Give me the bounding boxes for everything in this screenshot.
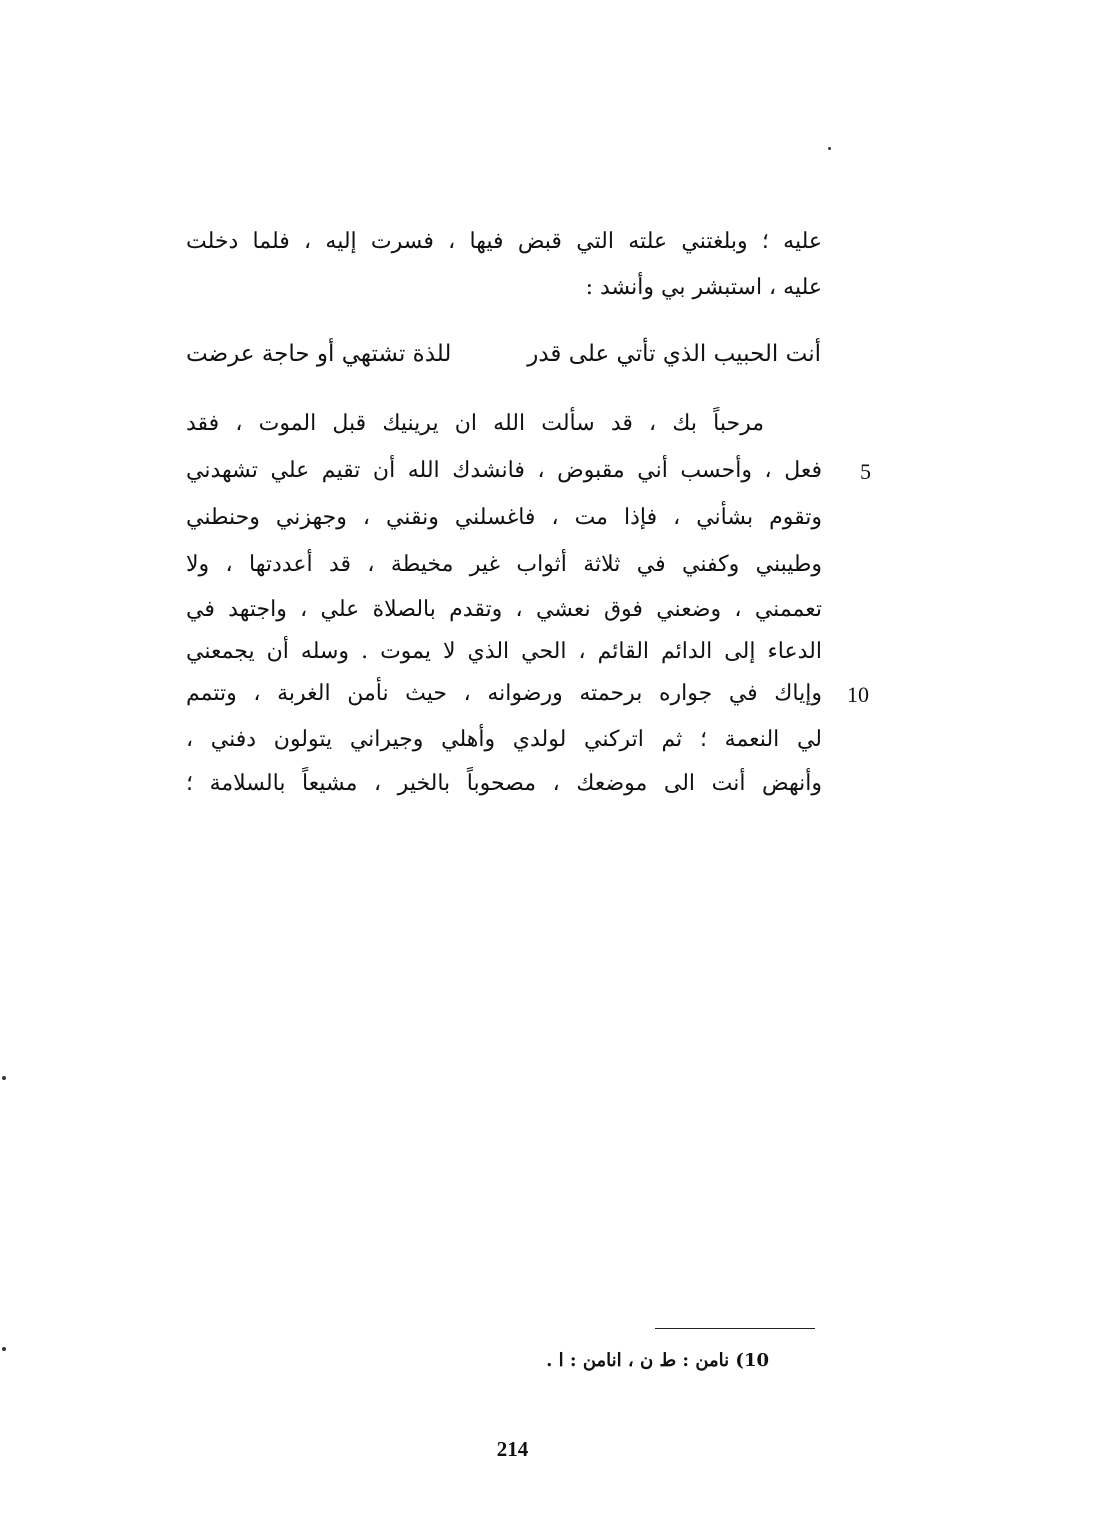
scan-speck xyxy=(2,1076,6,1080)
paragraph-line-2: فعل ، وأحسب أني مقبوض ، فانشدك الله أن تقيم علي تشهدني xyxy=(186,458,822,483)
footnote: 10) نامن : ط ن ، انامن : ا . xyxy=(546,1350,769,1371)
text-line-2: عليه ، استبشر بي وأنشد : xyxy=(585,275,822,300)
paragraph-line-4: وطيبني وكفني في ثلاثة أثواب غير مخيطة ، قد أعددتها ، ولا xyxy=(186,552,822,577)
scan-speck xyxy=(828,147,831,150)
paragraph-line-7: وإياك في جواره برحمته ورضوانه ، حيث نأمن الغربة ، وتتمم xyxy=(186,681,822,706)
paragraph-line-9: وأنهض أنت الى موضعك ، مصحوباً بالخير ، مشيعاً بالسلامة ؛ xyxy=(186,771,822,796)
text-line-1: عليه ؛ وبلغتني علته التي قبض فيها ، فسرت إليه ، فلما دخلت xyxy=(186,229,822,254)
margin-line-number-5: 5 xyxy=(860,459,871,484)
paragraph-line-5: تعممني ، وضعني فوق نعشي ، وتقدم بالصلاة علي ، واجتهد في xyxy=(186,597,822,622)
footnote-divider xyxy=(655,1328,815,1329)
paragraph-line-8: لي النعمة ؛ ثم اتركني لولدي وأهلي وجيراني يتولون دفني ، xyxy=(186,727,822,752)
verse-second-hemistich: للذة تشتهي أو حاجة عرضت xyxy=(186,341,452,367)
paragraph-line-3: وتقوم بشأني ، فإذا مت ، فاغسلني ونقني ، وجهزني وحنطني xyxy=(186,505,822,530)
scan-speck xyxy=(2,1347,6,1351)
page-number: 214 xyxy=(496,1437,529,1461)
margin-line-number-10: 10 xyxy=(847,682,869,707)
verse-first-hemistich: أنت الحبيب الذي تأتي على قدر xyxy=(527,341,821,367)
paragraph-line-1: مرحباً بك ، قد سألت الله ان يرينيك قبل الموت ، فقد xyxy=(186,411,764,436)
paragraph-line-6: الدعاء إلى الدائم القائم ، الحي الذي لا يموت . وسله أن يجمعني xyxy=(186,639,822,664)
